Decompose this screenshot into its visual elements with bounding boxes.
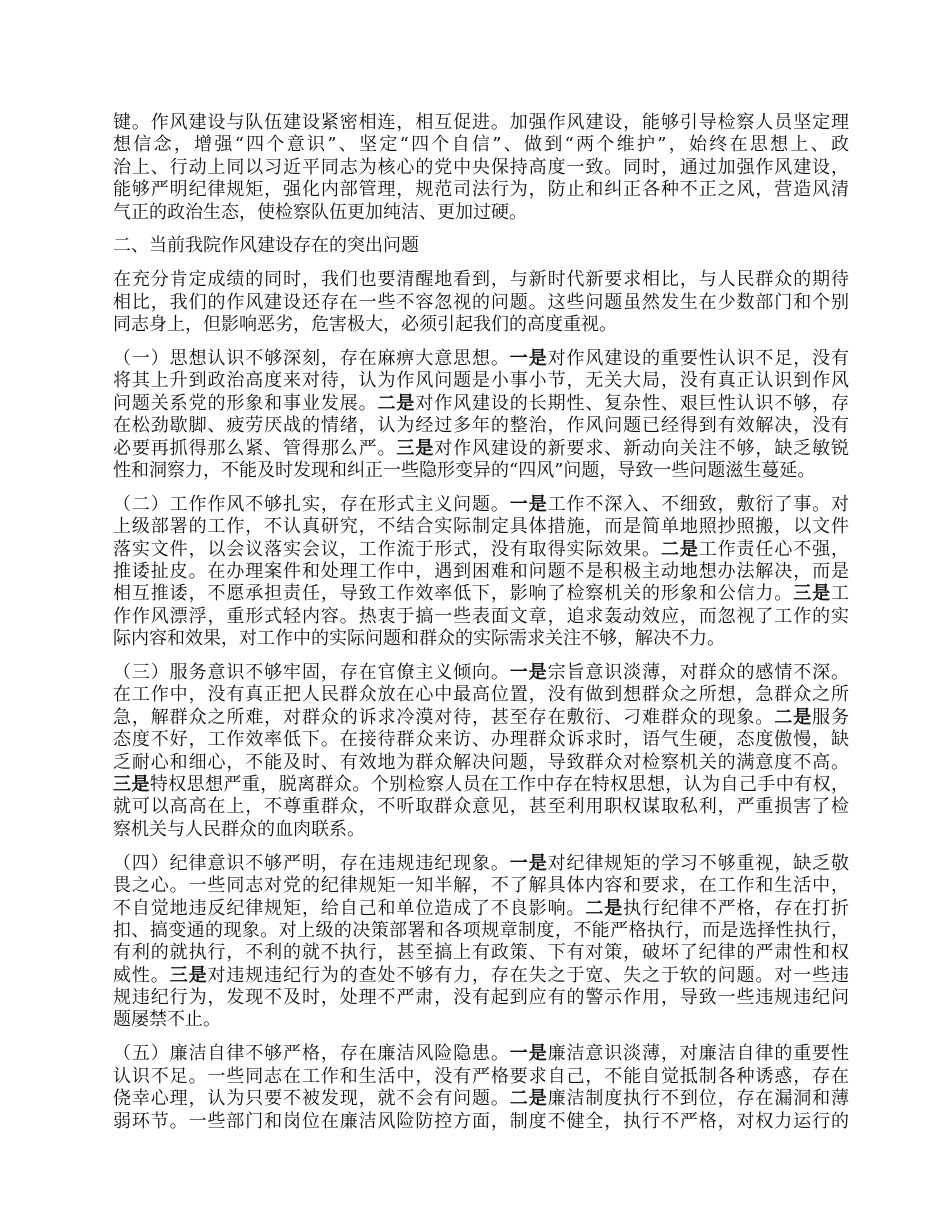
- text-line: [113, 438, 849, 460]
- text-run: 弱环节。一些部门和岗位在廉洁风险防控方面，制度不健全，执行不严格，对权力运行的: [113, 1110, 849, 1132]
- text-line: [113, 314, 849, 336]
- text-line: [113, 987, 849, 1009]
- text-line: [113, 707, 849, 729]
- text-line: [113, 965, 849, 987]
- text-run: 治上、行动上同以习近平同志为核心的党中央保持高度一致。同时，通过加强作风建设，: [113, 156, 849, 178]
- text-line: [113, 774, 849, 796]
- text-run: 规违纪行为，发现不及时，处理不严肃，没有起到应有的警示作用，导致一些违规违纪问: [113, 987, 849, 1009]
- bold-marker: 一是: [509, 852, 548, 874]
- bold-marker: 三是: [113, 774, 150, 796]
- text-run: 特权思想严重，脱离群众。个别检察人员在工作中存在特权思想，认为自己手中有权，: [149, 774, 850, 796]
- text-run: 对作风建设的重要性认识不足，没有: [547, 348, 850, 370]
- bold-marker: 三是: [169, 964, 208, 986]
- text-run: 二、当前我院作风建设存在的突出问题: [113, 235, 419, 257]
- text-run: 工: [831, 583, 850, 605]
- text-line: [113, 628, 849, 650]
- bold-marker: 二是: [377, 392, 416, 414]
- text-run: 有利的就执行，不利的就不执行，甚至搞上有政策、下有对策，破坏了纪律的严肃性和权: [113, 942, 849, 964]
- text-line: [113, 583, 849, 605]
- text-run: 侥幸心理，认为只要不被发现，就不会有问题。: [113, 1088, 510, 1110]
- text-line: [113, 1043, 849, 1065]
- text-run: 问题关系党的形象和事业发展。: [113, 392, 378, 414]
- text-run: 急，解群众之所难，对群众的诉求冷漠对待，甚至存在敷衍、刁难群众的现象。: [113, 706, 775, 728]
- text-line: [113, 494, 849, 516]
- text-line: [113, 1009, 849, 1031]
- text-line: [113, 393, 849, 415]
- text-run: 能够严明纪律规矩，强化内部管理，规范司法行为，防止和纠正各种不正之风，营造风清: [113, 179, 849, 201]
- text-run: 性和洞察力，不能及时发现和纠正一些隐形变异的“四风”问题，导致一些问题滋生蔓延。: [113, 459, 816, 481]
- text-line: [113, 134, 849, 156]
- text-run: 对违规违纪行为的查处不够有力，存在失之于宽、失之于软的问题。对一些违: [207, 964, 850, 986]
- document-body: [113, 112, 849, 1144]
- text-run: 际内容和效果，对工作中的实际问题和群众的实际需求关注不够，解决不力。: [113, 628, 725, 650]
- text-run: 服务: [812, 706, 850, 728]
- text-line: [113, 202, 849, 224]
- text-run: 扣、搞变通的现象。对上级的决策部署和各项规章制度，不能严格执行，而是选择性执行，: [113, 919, 849, 941]
- text-run: （一）思想认识不够深刻，存在麻痹大意思想。: [113, 348, 510, 370]
- text-run: 就可以高高在上，不尊重群众，不听取群众意见，甚至利用职权谋取私利，严重损害了检: [113, 796, 849, 818]
- text-run: 工作不深入、不细致，敷衍了事。对: [547, 493, 850, 515]
- text-line: [113, 796, 849, 818]
- bold-marker: 二是: [660, 538, 699, 560]
- text-line: [113, 1066, 849, 1088]
- text-line: [113, 662, 849, 684]
- text-line: [113, 1088, 849, 1110]
- text-run: 在工作中，没有真正把人民群众放在心中最高位置，没有做到想群众之所想，急群众之所: [113, 684, 849, 706]
- bold-marker: 一是: [509, 662, 548, 684]
- text-run: 对作风建设的新要求、新动向关注不够，缺乏敏锐: [434, 437, 850, 459]
- text-run: （二）工作作风不够扎实，存在形式主义问题。: [113, 493, 510, 515]
- text-line: [113, 920, 849, 942]
- text-run: 想信念，增强“四个意识”、坚定“四个自信”、做到“两个维护”，始终在思想上、政: [113, 134, 849, 156]
- text-run: 在松劲歇脚、疲劳厌战的情绪，认为经过多年的整治，作风问题已经得到有效解决，没有: [113, 415, 849, 437]
- text-run: 执行纪律不严格，存在打折: [623, 897, 850, 919]
- text-run: 对作风建设的长期性、复杂性、艰巨性认识不够，存: [415, 392, 850, 414]
- text-line: [113, 269, 849, 291]
- text-run: 对纪律规矩的学习不够重视，缺乏敬: [547, 852, 850, 874]
- text-run: （四）纪律意识不够严明，存在违规违纪现象。: [113, 852, 510, 874]
- text-line: [113, 729, 849, 751]
- text-run: 廉洁制度执行不到位，存在漏洞和薄: [547, 1088, 850, 1110]
- text-line: [113, 1111, 849, 1133]
- text-run: 落实文件，以会议落实会议，工作流于形式，没有取得实际效果。: [113, 538, 661, 560]
- text-line: [113, 415, 849, 437]
- bold-marker: 一是: [509, 348, 548, 370]
- paragraph: [113, 112, 849, 224]
- text-line: [113, 606, 849, 628]
- text-line: [113, 370, 849, 392]
- text-line: [113, 292, 849, 314]
- text-run: 气正的政治生态，使检察队伍更加纯洁、更加过硬。: [113, 201, 527, 223]
- bold-marker: 三是: [396, 437, 435, 459]
- text-line: [113, 853, 849, 875]
- text-line: [113, 942, 849, 964]
- text-line: [113, 898, 849, 920]
- paragraph: [113, 269, 849, 336]
- text-run: 相比，我们的作风建设还存在一些不容忽视的问题。这些问题虽然发生在少数部门和个别: [113, 291, 849, 313]
- section-heading: [113, 235, 849, 257]
- text-run: 威性。: [113, 964, 170, 986]
- text-run: 同志身上，但影响恶劣，危害极大，必须引起我们的高度重视。: [113, 314, 617, 336]
- text-run: 键。作风建设与队伍建设紧密相连，相互促进。加强作风建设，能够引导检察人员坚定理: [113, 112, 849, 133]
- text-run: 作作风漂浮，重形式轻内容。热衷于搞一些表面文章，追求轰动效应，而忽视了工作的实: [113, 605, 849, 627]
- text-run: 工作责任心不强，: [698, 538, 850, 560]
- text-run: 推诿扯皮。在办理案件和处理工作中，遇到困难和问题不是积极主动地想办法解决，而是: [113, 561, 849, 583]
- text-run: 廉洁意识淡薄，对廉洁自律的重要性: [547, 1043, 850, 1065]
- text-run: 必要再抓得那么紧、管得那么严。: [113, 437, 397, 459]
- text-run: 畏之心。一些同志对党的纪律规矩一知半解，不了解具体内容和要求，在工作和生活中，: [113, 875, 849, 897]
- paragraph: [113, 348, 849, 482]
- text-line: [113, 819, 849, 841]
- paragraph: [113, 853, 849, 1032]
- text-run: 将其上升到政治高度来对待，认为作风问题是小事小节，无关大局，没有真正认识到作风: [113, 370, 849, 392]
- text-run: 题屡禁不止。: [113, 1009, 221, 1031]
- text-run: 态度不好，工作效率低下。在接待群众来访、办理群众诉求时，语气生硬，态度傲慢，缺: [113, 729, 849, 751]
- text-line: [113, 348, 849, 370]
- text-line: [113, 516, 849, 538]
- text-run: 宗旨意识淡薄，对群众的感情不深。: [547, 662, 850, 684]
- text-line: [113, 460, 849, 482]
- bold-marker: 一是: [509, 493, 548, 515]
- text-run: （三）服务意识不够牢固，存在官僚主义倾向。: [113, 662, 510, 684]
- text-line: [113, 157, 849, 179]
- text-line: [113, 752, 849, 774]
- paragraph: [113, 494, 849, 651]
- text-run: 不自觉地违反纪律规矩，给自己和单位造成了不良影响。: [113, 897, 586, 919]
- text-line: [113, 235, 849, 257]
- text-run: 认识不足。一些同志在工作和生活中，没有严格要求自己，不能自觉抵制各种诱惑，存在: [113, 1065, 849, 1087]
- bold-marker: 一是: [509, 1043, 548, 1065]
- bold-marker: 二是: [774, 706, 813, 728]
- text-run: 上级部署的工作，不认真研究，不结合实际制定具体措施，而是简单地照抄照搬，以文件: [113, 516, 849, 538]
- text-run: 在充分肯定成绩的同时，我们也要清醒地看到，与新时代新要求相比，与人民群众的期待: [113, 269, 849, 291]
- text-line: [113, 539, 849, 561]
- text-run: 察机关与人民群众的血肉联系。: [113, 818, 365, 840]
- paragraph: [113, 1043, 849, 1133]
- bold-marker: 二是: [509, 1088, 548, 1110]
- text-line: [113, 112, 849, 134]
- text-line: [113, 179, 849, 201]
- bold-marker: 三是: [793, 583, 832, 605]
- paragraph: [113, 662, 849, 841]
- text-line: [113, 684, 849, 706]
- text-run: 乏耐心和细心，不能及时、有效地为群众解决问题，导致群众对检察机关的满意度不高。: [113, 751, 849, 773]
- text-line: [113, 875, 849, 897]
- bold-marker: 二是: [585, 897, 624, 919]
- text-line: [113, 561, 849, 583]
- text-run: （五）廉洁自律不够严格，存在廉洁风险隐患。: [113, 1043, 510, 1065]
- text-run: 相互推诿，不愿承担责任，导致工作效率低下，影响了检察机关的形象和公信力。: [113, 583, 794, 605]
